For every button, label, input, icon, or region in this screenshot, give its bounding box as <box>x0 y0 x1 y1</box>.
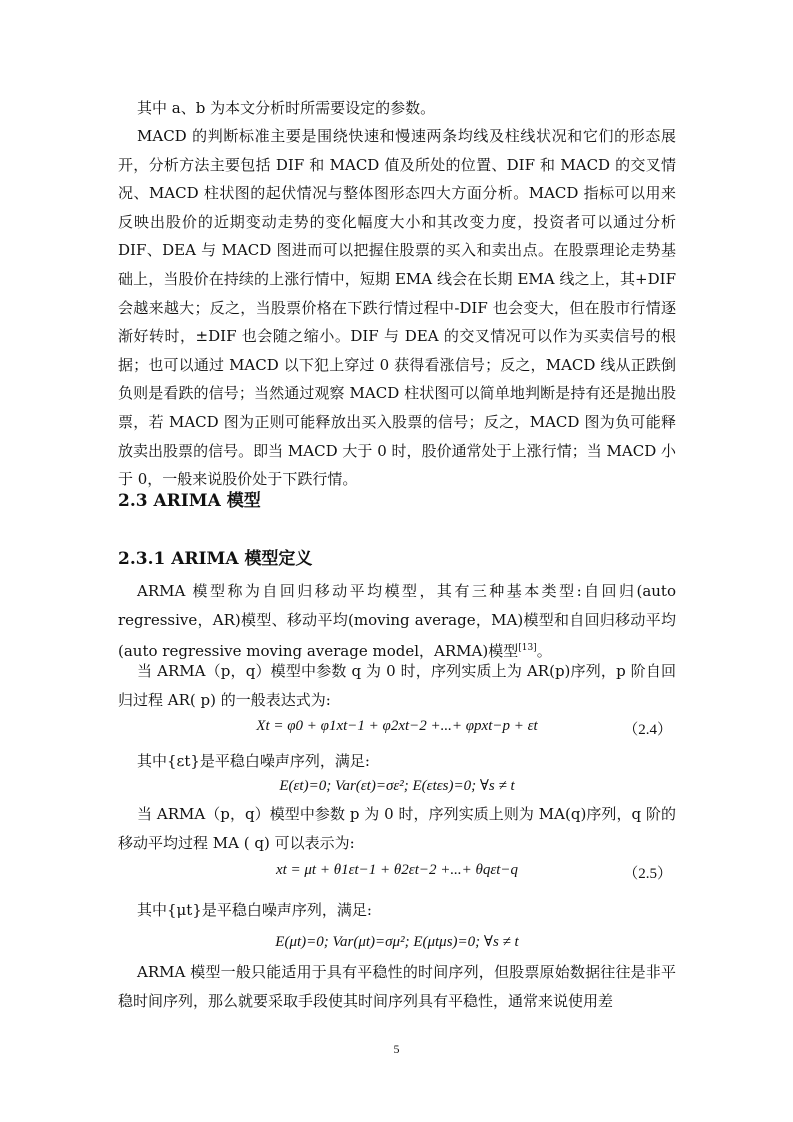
paragraph-macd: MACD 的判断标准主要是围绕快速和慢速两条均线及柱线状况和它们的形态展开，分析方法主要包括 DIF 和 MACD 值及所处的位置、DIF 和 MACD 的交叉情况、MACD 柱状图的起伏情况与整体图形态四大方面分析。MACD 指标可以用来反映出股价的近期变动走势的变化幅度大小和其改变力度，投资者可以通过分析 DIF、DEA 与 MACD 图进而可以把握住股票的买入和卖出点。在股票理论走势基础上，当股价在持续的上涨行情中，短期 EMA 线会在长期 EMA 线之上，其+DIF 会越来越大；反之，当股票价格在下跌行情过程中-DIF 也会变大，但在股市行情逐渐好转时，±DIF 也会随之缩小。DIF 与 DEA 的交叉情况可以作为买卖信号的根据；也可以通过 MACD 以下犯上穿过 0 获得看涨信号；反之，MACD 线从正跌倒负则是看跌的信号；当然通过观察 MACD 柱状图可以简单地判断是持有还是抛出股票，若 MACD 图为正则可能释放出买入股票的信号；反之，MACD 图为负可能释放卖出股票的信号。即当 MACD 大于 0 时，股价通常处于上涨行情；当 MACD 小于 0，一般来说股价处于下跌行情。 <box>118 127 676 489</box>
paragraph-parameters: 其中 a、b 为本文分析时所需要设定的参数。 <box>137 99 436 117</box>
paragraph-eps: 其中{εt}是平稳白噪声序列，满足: <box>137 752 370 770</box>
arma-intro-end: 。 <box>536 642 552 661</box>
equation-2-5: xt = μt + θ1εt−1 + θ2εt−2 +...+ θqεt−q <box>275 862 519 878</box>
paragraph-arma-intro <box>118 577 676 666</box>
equation-number-2-5: （2.5） <box>623 866 672 882</box>
equation-2-4: Xt = φ0 + φ1xt−1 + φ2xt−2 +...+ φpxt−p + εt <box>256 718 538 734</box>
section-heading: 2.3 ARIMA 模型 <box>118 491 261 511</box>
page-number: 5 <box>393 1042 400 1056</box>
equation-number-2-4: （2.4） <box>623 722 672 738</box>
condition-eps: E(εt)=0; Var(εt)=σε²; E(εtεs)=0; ∀s ≠ t <box>279 778 515 794</box>
paragraph-mu: 其中{μt}是平稳白噪声序列，满足: <box>137 901 372 919</box>
subsection-heading: 2.3.1 ARIMA 模型定义 <box>118 549 313 569</box>
citation-ref: [13] <box>518 643 537 654</box>
paragraph-ma: 当 ARMA（p，q）模型中参数 p 为 0 时，序列实质上则为 MA(q)序列，q 阶的移动平均过程 MA ( q) 可以表示为: <box>118 805 676 852</box>
paragraph-ar: 当 ARMA（p，q）模型中参数 q 为 0 时，序列实质上为 AR(p)序列，p 阶自回归过程 AR( p) 的一般表达式为: <box>118 662 676 709</box>
arma-intro-text: ARMA 模型称为自回归移动平均模型，其有三种基本类型:自回归(auto regressive，AR)模型、移动平均(moving average，MA)模型和自回归移动平均(auto regressive moving average model，ARMA)模型 <box>118 582 676 661</box>
condition-mu: E(μt)=0; Var(μt)=σμ²; E(μtμs)=0; ∀s ≠ t <box>275 934 519 950</box>
paragraph-stationarity: ARMA 模型一般只能适用于具有平稳性的时间序列，但股票原始数据往往是非平稳时间序列，那么就要采取手段使其时间序列具有平稳性，通常来说使用差 <box>118 963 676 1010</box>
